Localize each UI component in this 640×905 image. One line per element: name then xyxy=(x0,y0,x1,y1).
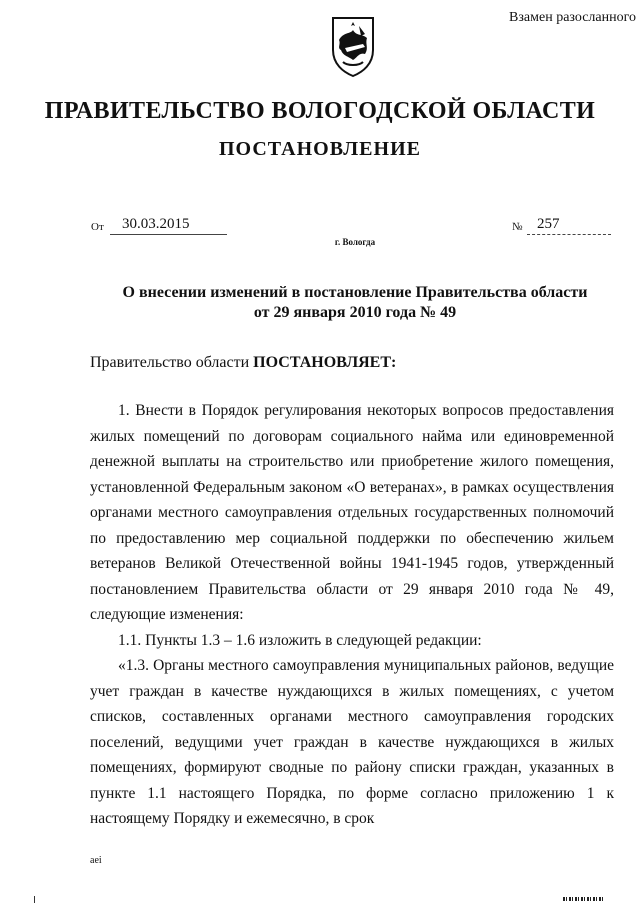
document-subject xyxy=(0,283,640,323)
footer-code: aei xyxy=(90,855,102,866)
subject-line-1: О внесении изменений в постановление Правительства области xyxy=(122,284,588,301)
stamp-text: Взамен разосланного xyxy=(509,10,636,25)
decree-verb: ПОСТАНОВЛЯЕТ: xyxy=(253,354,397,371)
city-label: г. Вологда xyxy=(334,237,376,247)
decree-statement xyxy=(90,354,396,372)
document-type: ПОСТАНОВЛЕНИЕ xyxy=(219,138,421,160)
government-title: ПРАВИТЕЛЬСТВО ВОЛОГОДСКОЙ ОБЛАСТИ xyxy=(44,98,596,124)
date-underline xyxy=(110,234,227,235)
paragraph-3: «1.3. Органы местного самоуправления муниципальных районов, ведущие учет граждан в качестве нуждающихся в жилых помещениях, с учетом списков, составленных органами местного самоуправления городских поселений, ведущими учет граждан в качестве нуждающихся в жилых помещениях, формируют сводные по району списки граждан, указанных в пункте 1.1 настоящего Порядка, по форме согласно приложению 1 к настоящему Порядку и ежемесячно, в срок xyxy=(90,657,614,827)
paragraph-1: 1. Внести в Порядок регулирования некоторых вопросов предоставления жилых помещений по договорам социального найма или единовременной денежной выплаты на строительство или приобретение жилого помещения, установленной Федеральным законом «О ветеранах», в рамках осуществления органами местного самоуправления отдельных государственных полномочий по предоставлению мер социальной поддержки по обеспечению жильем ветеранов Великой Отечественной войны 1941-1945 годов, утвержденный постановлением Правительства области от 29 января 2010 года № 49, следующие изменения: xyxy=(90,402,614,623)
number-prefix: № xyxy=(512,221,523,233)
decree-intro: Правительство области xyxy=(90,354,250,371)
number-underline xyxy=(527,234,611,235)
date-prefix: От xyxy=(91,221,104,233)
paragraph-2: 1.1. Пункты 1.3 – 1.6 изложить в следующей редакции: xyxy=(118,631,482,649)
subject-line-2: от 29 января 2010 года № 49 xyxy=(253,304,457,321)
scan-edge-mark xyxy=(34,896,35,903)
document-number: 257 xyxy=(537,216,560,232)
barcode-mark xyxy=(563,897,603,901)
document-date: 30.03.2015 xyxy=(122,216,190,232)
document-body xyxy=(90,398,614,832)
coat-of-arms-emblem xyxy=(329,14,377,78)
